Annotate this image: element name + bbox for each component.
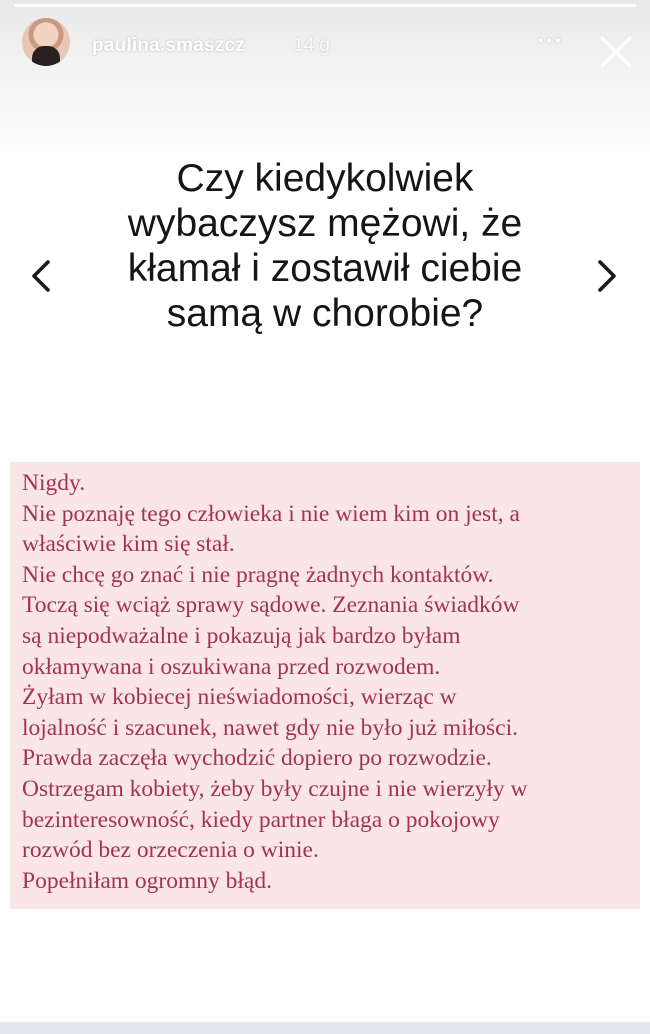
answer-line: Ostrzegam kobiety, żeby były czujne i nie wierzyły w	[22, 775, 528, 802]
close-icon	[598, 34, 634, 70]
username[interactable]: paulina.smaszcz	[92, 35, 245, 56]
answer-box	[10, 462, 640, 909]
next-story-button[interactable]	[592, 256, 622, 296]
bottom-strip	[0, 1022, 650, 1034]
answer-line: Toczą się wciąż sprawy sądowe. Zeznania świadków	[22, 592, 520, 619]
more-options-button[interactable]: ···	[537, 25, 563, 55]
timestamp: 14 g	[293, 35, 330, 56]
answer-line: Nie poznaję tego człowieka i nie wiem kim on jest, a	[22, 500, 520, 527]
answer-line: bezinteresowność, kiedy partner błaga o pokojowy	[22, 806, 500, 833]
avatar[interactable]	[22, 18, 70, 66]
chevron-left-icon	[26, 256, 56, 296]
story-progress-bar	[14, 4, 636, 7]
answer-line: Nie chcę go znać i nie pragnę żadnych kontaktów.	[22, 561, 494, 588]
answer-line: okłamywana i oszukiwana przed rozwodem.	[22, 653, 441, 680]
answer-line: Żyłam w kobiecej nieświadomości, wierząc w	[22, 684, 457, 711]
close-button[interactable]	[598, 34, 634, 70]
answer-line: są niepodważalne i pokazują jak bardzo byłam	[22, 622, 461, 649]
answer-line: właściwie kim się stał.	[22, 531, 235, 558]
answer-line: Popełniłam ogromny błąd.	[22, 867, 272, 894]
chevron-right-icon	[592, 256, 622, 296]
story-header	[0, 12, 650, 72]
answer-line: rozwód bez orzeczenia o winie.	[22, 837, 319, 864]
previous-story-button[interactable]	[26, 256, 56, 296]
answer-line: Nigdy.	[22, 470, 86, 496]
answer-line: Prawda zaczęła wychodzić dopiero po rozwodzie.	[22, 745, 492, 772]
answer-line: lojalność i szacunek, nawet gdy nie było już miłości.	[22, 714, 518, 741]
question-text: Czy kiedykolwiek wybaczysz mężowi, że kłamał i zostawił ciebie samą w chorobie?	[127, 157, 523, 335]
